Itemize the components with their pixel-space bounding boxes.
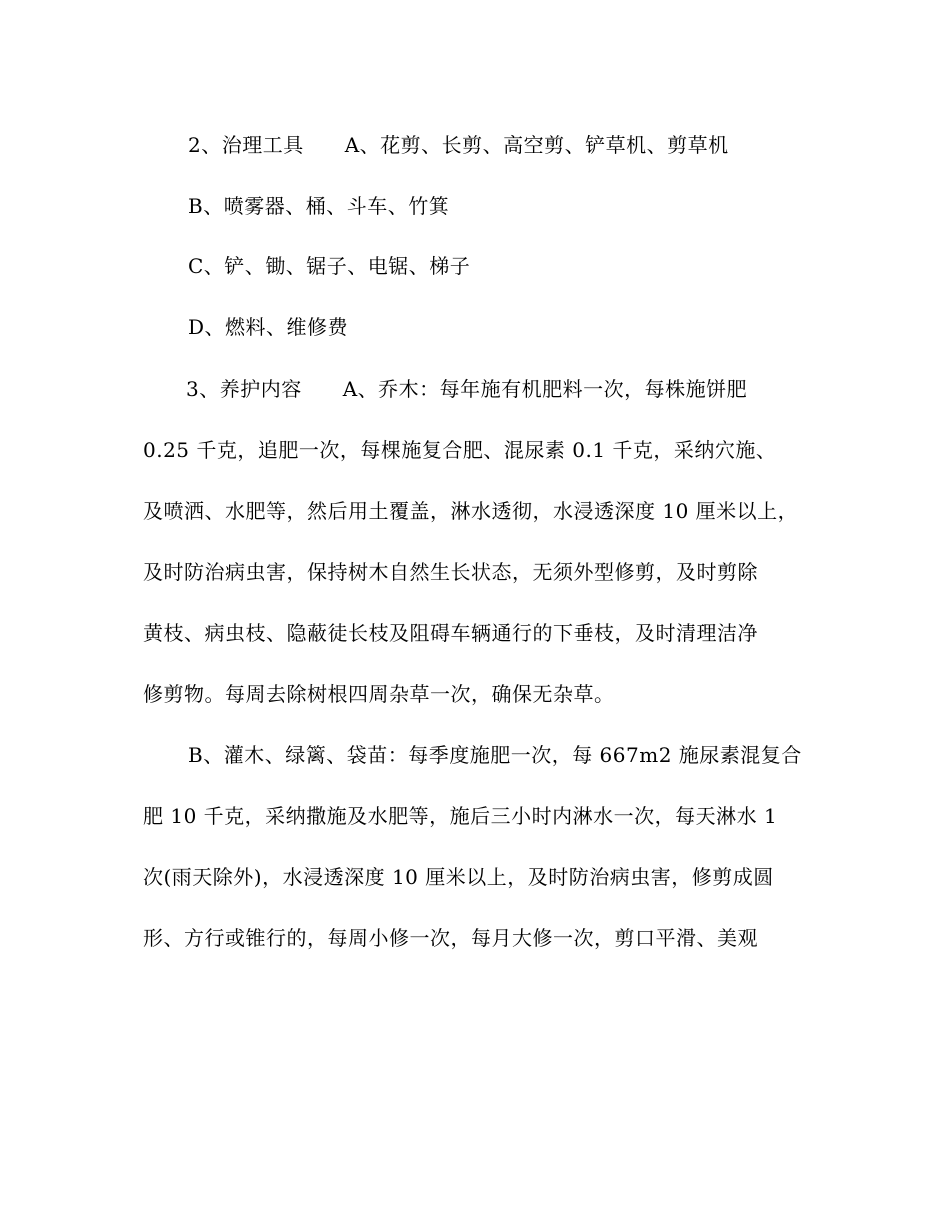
text-line-paragraph-b-1: B、灌木、绿篱、袋苗：每季度施肥一次，每 667m2 施尿素混复合	[188, 743, 802, 767]
text-line-tools-heading: 2、治理工具 A、花剪、长剪、高空剪、铲草机、剪草机	[188, 133, 729, 157]
text-line-paragraph-a-3: 及时防治病虫害，保持树木自然生长状态，无须外型修剪，及时剪除	[143, 560, 758, 584]
text-line-tools-b: B、喷雾器、桶、斗车、竹箕	[188, 194, 450, 218]
text-line-paragraph-a-1: 0.25 千克，追肥一次，每棵施复合肥、混尿素 0.1 千克，采纳穴施、	[143, 438, 777, 462]
text-line-tools-c: C、铲、锄、锯子、电锯、梯子	[188, 254, 471, 278]
text-line-paragraph-b-3: 次(雨天除外)，水浸透深度 10 厘米以上，及时防治病虫害，修剪成圆	[143, 865, 774, 889]
text-line-tools-d: D、燃料、维修费	[188, 315, 349, 339]
text-line-paragraph-b-4: 形、方行或锥行的，每周小修一次，每月大修一次，剪口平滑、美观	[143, 926, 758, 950]
text-line-paragraph-a-5: 修剪物。每周去除树根四周杂草一次，确保无杂草。	[143, 682, 615, 706]
text-line-maintenance-heading: 3、养护内容 A、乔木：每年施有机肥料一次，每株施饼肥	[186, 377, 748, 401]
text-line-paragraph-a-2: 及喷洒、水肥等，然后用土覆盖，淋水透彻，水浸透深度 10 厘米以上，	[143, 499, 799, 523]
text-line-paragraph-a-4: 黄枝、病虫枝、隐蔽徒长枝及阻碍车辆通行的下垂枝，及时清理洁净	[143, 621, 758, 645]
text-line-paragraph-b-2: 肥 10 千克，采纳撒施及水肥等，施后三小时内淋水一次，每天淋水 1	[143, 804, 778, 828]
